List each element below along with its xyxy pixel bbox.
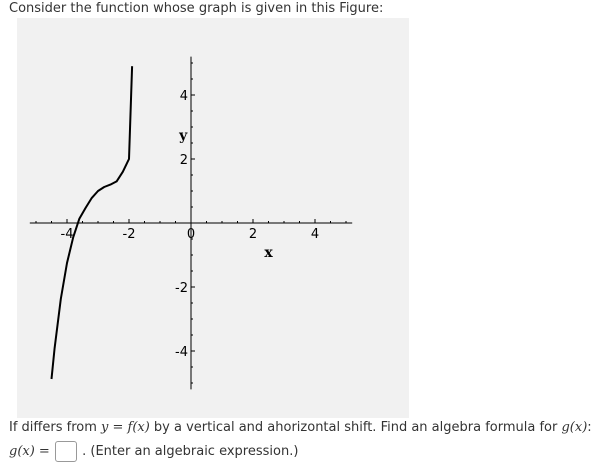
answer-label: g(x) = — [9, 444, 50, 459]
x-tick-label: -4 — [60, 227, 74, 242]
x-tick-label: -2 — [122, 227, 136, 242]
y-tick-label: 2 — [179, 153, 188, 168]
y-tick-label: 4 — [179, 89, 188, 104]
intro-text: Consider the function whose graph is given in this Figure: — [9, 1, 384, 16]
question-text — [9, 420, 592, 435]
answer-input[interactable] — [55, 441, 77, 462]
answer-row — [9, 441, 298, 463]
answer-hint: . (Enter an algebraic expression.) — [82, 444, 299, 459]
x-tick-label: 0 — [186, 227, 196, 242]
y-tick-label: -4 — [175, 345, 188, 360]
question-prefix: If differs from — [9, 420, 101, 435]
y-tick-label: -2 — [175, 281, 188, 296]
function-graph — [17, 18, 409, 418]
x-tick-label: 2 — [248, 227, 258, 242]
graph-figure — [17, 18, 409, 418]
y-equals-fx: y = f(x) — [101, 420, 150, 435]
y-axis-label: y — [179, 127, 188, 144]
gx-symbol: g(x) — [561, 420, 588, 435]
x-axis-label: x — [264, 245, 273, 261]
question-suffix: : — [587, 420, 592, 435]
x-tick-label: 4 — [310, 227, 320, 242]
question-middle: by a vertical and ahorizontal shift. Find an algebra formula for — [149, 420, 562, 435]
